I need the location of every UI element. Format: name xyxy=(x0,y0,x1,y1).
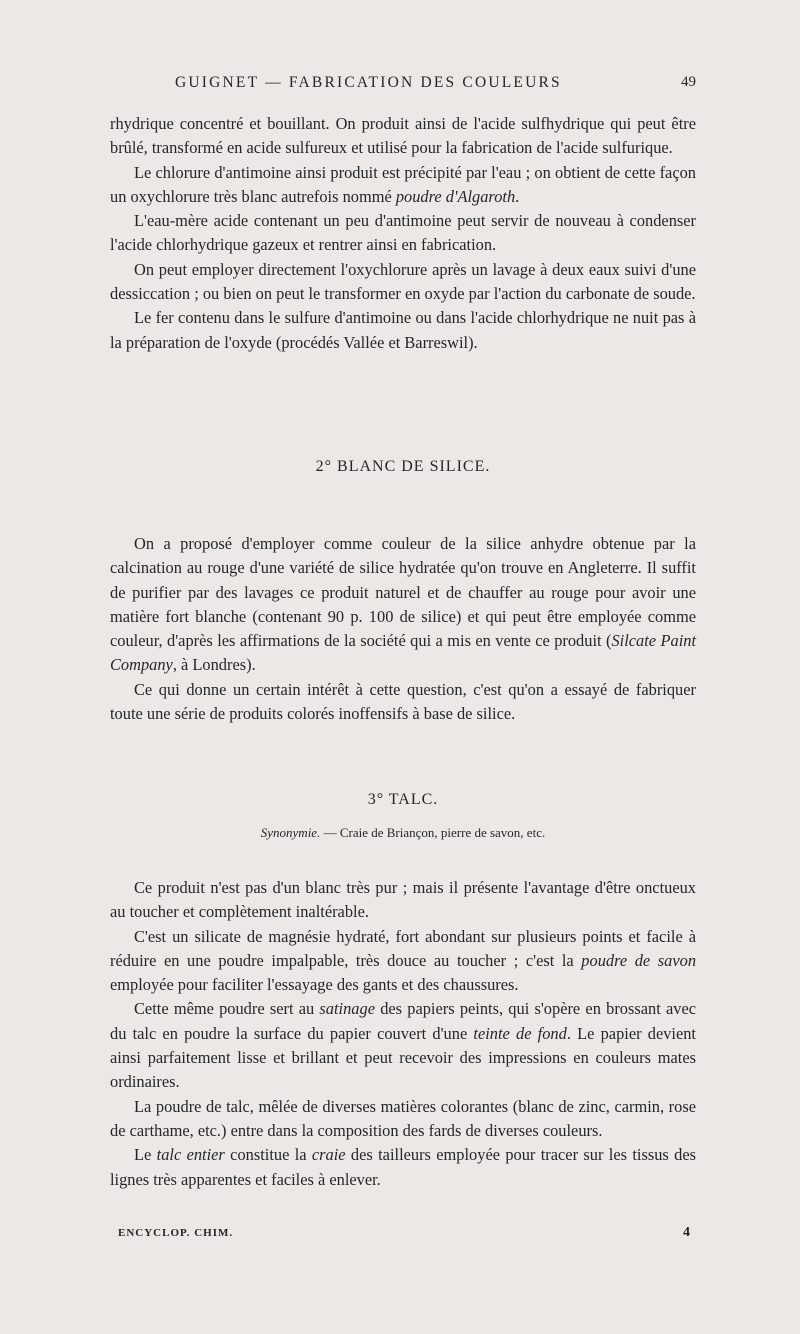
italic-text: craie xyxy=(311,1145,346,1165)
italic-text: Silcate Paint Company xyxy=(110,631,696,675)
text-run: . xyxy=(515,186,520,206)
text-run: Ce qui donne un certain intérêt à cette question, c'est qu'on a essayé de fabriquer toute une série de produits colorés inoffensifs à base de silice. xyxy=(110,679,696,724)
text-run: Cette même poudre sert au xyxy=(134,999,320,1019)
text-run: constitue la xyxy=(224,1145,312,1165)
talc-text-block xyxy=(110,876,696,1192)
text-run: Le xyxy=(134,1145,157,1165)
paragraph xyxy=(110,161,696,210)
intro-text-block xyxy=(110,112,696,355)
italic-text: satinage xyxy=(319,999,375,1019)
text-run: , à Londres). xyxy=(172,655,256,675)
section-heading-silice: 2° BLANC DE SILICE. xyxy=(315,458,491,475)
italic-text: talc entier xyxy=(156,1145,225,1165)
text-run: On peut employer directement l'oxychlorure après un lavage à deux eaux suivi d'une dessiccation ; ou bien on peut le transformer en oxyde par l'action du carbonate de soude. xyxy=(110,259,696,304)
page-number: 49 xyxy=(681,74,696,90)
text-run: On a proposé d'employer comme couleur de la silice anhydre obtenue par la calcination au rouge d'une variété de silice hydratée qu'on trouve en Angleterre. Il suffit de purifier par des lavages ce produit naturel et de chauffer au rouge pour avoir une matière fort blanche (contenant 90 p. 100 de silice) et qui peut être employée comme couleur, d'après les affirmations de la société qui a mis en vente ce produit ( xyxy=(110,534,696,651)
paragraph xyxy=(110,112,696,161)
text-run: C'est un silicate de magnésie hydraté, fort abondant sur plusieurs points et facile à réduire en une poudre impalpable, très douce au toucher ; c'est la xyxy=(110,926,696,970)
text-run: des tailleurs employée pour tracer sur les tissus des lignes très apparentes et faciles à enlever. xyxy=(110,1145,696,1189)
text-run: Ce produit n'est pas d'un blanc très pur ; mais il présente l'avantage d'être onctueux au toucher et complètement inaltérable. xyxy=(110,878,696,922)
page-footer xyxy=(110,1227,696,1247)
text-run: . Le papier devient ainsi parfaitement lisse et brillant et peut recevoir des impressions en couleurs mates ordinaires. xyxy=(110,1023,696,1092)
paragraph xyxy=(110,1143,696,1192)
paragraph xyxy=(110,678,696,727)
text-run: Le chlorure d'antimoine ainsi produit est précipité par l'eau ; on obtient de cette façon un oxychlorure très blanc autrefois nommé xyxy=(110,162,696,206)
paragraph xyxy=(110,925,696,998)
paragraph xyxy=(110,306,696,355)
synonym-label: Synonymie. xyxy=(260,825,321,840)
italic-text: poudre de savon xyxy=(581,950,697,970)
text-run: Le fer contenu dans le sulfure d'antimoine ou dans l'acide chlorhydrique ne nuit pas à la préparation de l'oxyde (procédés Vallée et Barreswil). xyxy=(110,308,696,352)
paragraph xyxy=(110,532,696,678)
synonym-text: — Craie de Briançon, pierre de savon, etc. xyxy=(320,825,546,840)
paragraph xyxy=(110,1095,696,1144)
italic-text: teinte de fond xyxy=(473,1023,567,1043)
text-run: des papiers peints, qui s'opère en brossant avec du talc en poudre la surface du papier couvert d'une xyxy=(110,999,696,1043)
signature-mark: ENCYCLOP. CHIM. xyxy=(118,1227,234,1239)
paragraph xyxy=(110,209,696,258)
paragraph xyxy=(110,997,696,1094)
paragraph xyxy=(110,876,696,925)
section-heading-talc: 3° TALC. xyxy=(367,791,439,808)
running-title: GUIGNET — FABRICATION DES COULEURS xyxy=(175,74,562,91)
text-run: employée pour faciliter l'essayage des gants et des chaussures. xyxy=(110,975,519,995)
italic-text: poudre d'Algaroth xyxy=(395,186,516,206)
silice-text-block xyxy=(110,532,696,726)
text-run: La poudre de talc, mêlée de diverses matières colorantes (blanc de zinc, carmin, rose de carthame, etc.) entre dans la composition des fards de diverses couleurs. xyxy=(110,1096,696,1140)
page-header xyxy=(110,74,696,100)
text-run: L'eau-mère acide contenant un peu d'antimoine peut servir de nouveau à condenser l'acide chlorhydrique gazeux et rentrer ainsi en fabrication. xyxy=(110,211,696,255)
paragraph xyxy=(110,258,696,307)
synonym-line xyxy=(110,825,696,841)
sheet-number: 4 xyxy=(683,1225,690,1240)
text-run: rhydrique concentré et bouillant. On produit ainsi de l'acide sulfhydrique qui peut être brûlé, transformé en acide sulfureux et utilisé pour la fabrication de l'acide sulfurique. xyxy=(110,114,696,158)
